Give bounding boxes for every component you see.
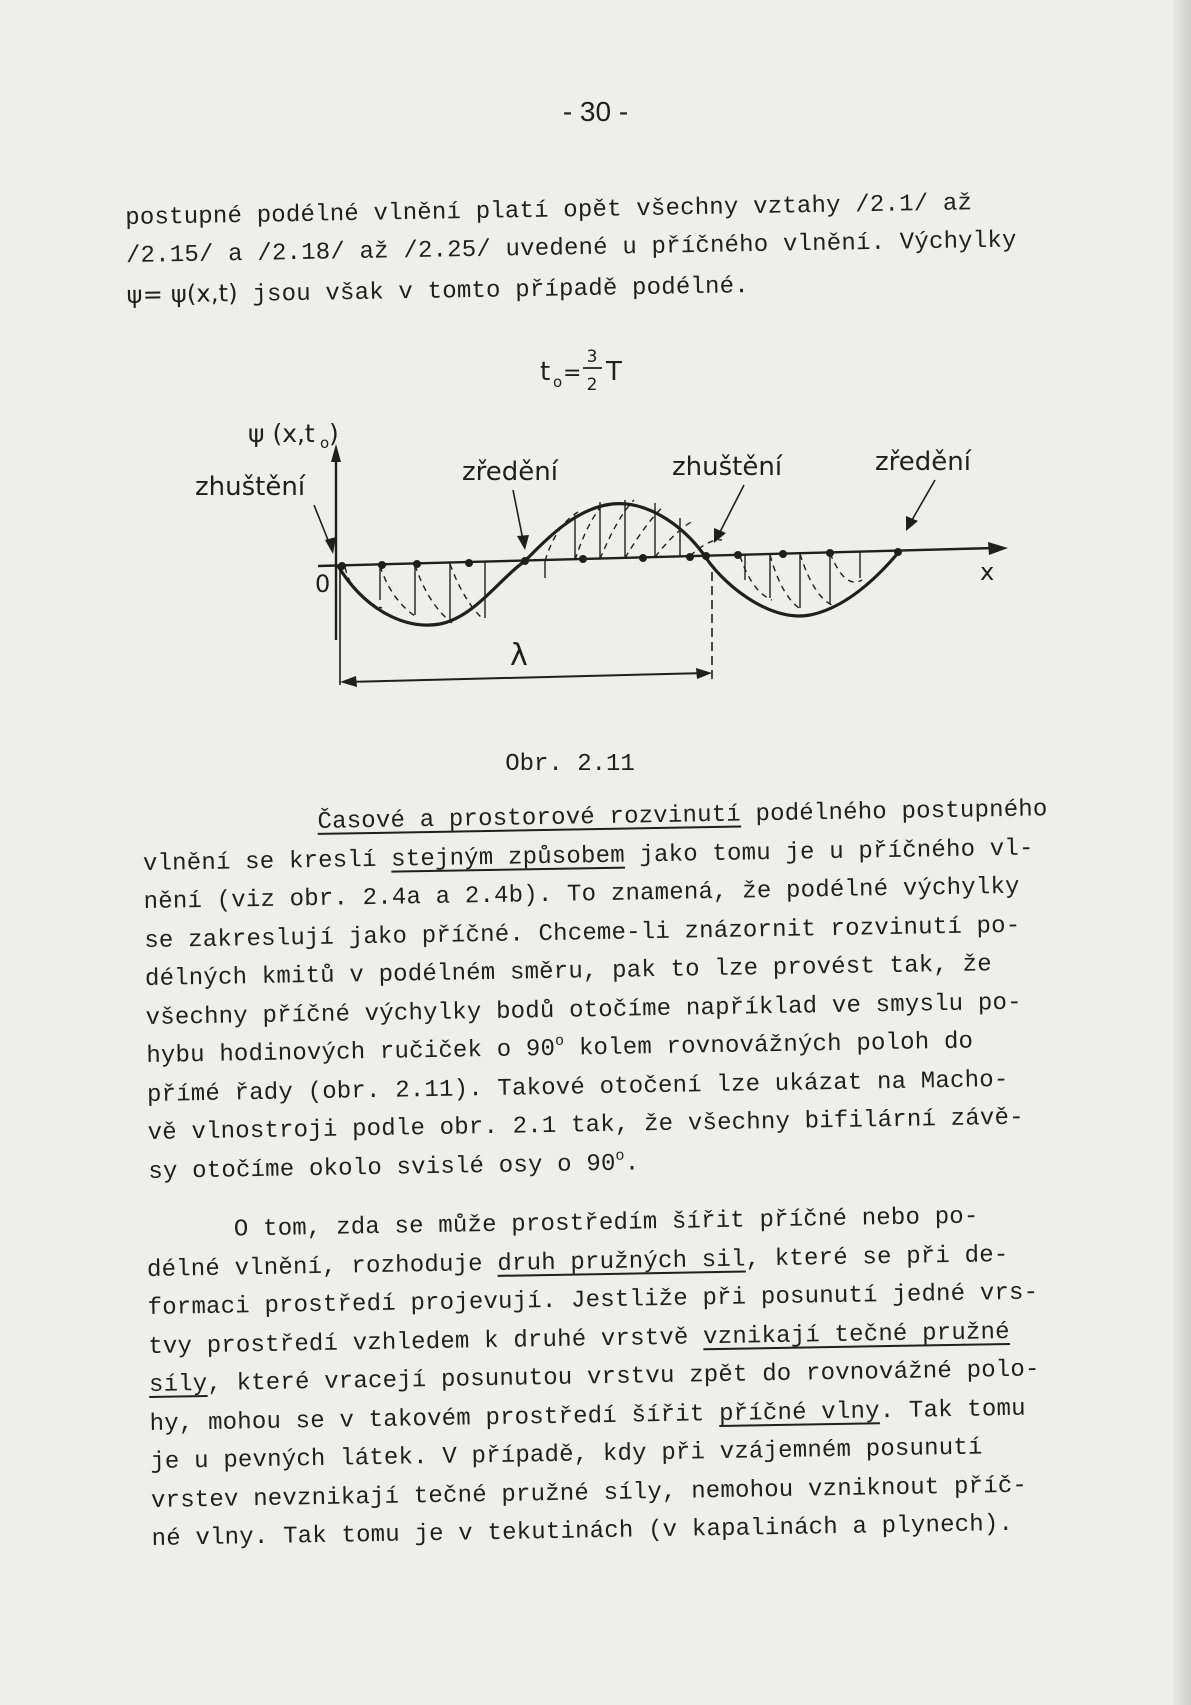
y-label-sub: o bbox=[320, 434, 330, 452]
p2-underlined-2: vznikají tečné pružné bbox=[702, 1318, 1010, 1351]
p1-line-2a: vlnění se kreslí bbox=[142, 846, 392, 878]
p1-line-1: podélného postupného bbox=[740, 796, 1048, 829]
figure-2-11 bbox=[0, 340, 1191, 720]
y-label-main: ψ (x,t bbox=[248, 419, 315, 448]
p2-line-6a: hy, mohou se v takovém prostředí šířit bbox=[149, 1400, 720, 1438]
p2-line-2a: délné vlnění, rozhoduje bbox=[146, 1250, 498, 1284]
page-number: - 30 - bbox=[562, 96, 629, 127]
time-label-num: 3 bbox=[586, 347, 598, 367]
annotation-rarefaction-2: zředění bbox=[875, 447, 971, 477]
intro-line-2: /2.15/ a /2.18/ až /2.25/ uvedené u příčného vlnění. Výchylky bbox=[125, 227, 1017, 270]
p2-line-8: vrstev nevznikají tečné pružné síly, nemohou vzniknout příč- bbox=[150, 1472, 1028, 1515]
p1-line-10b: . bbox=[624, 1149, 640, 1178]
paragraph-1 bbox=[142, 791, 1054, 1192]
p2-underlined-3: síly bbox=[148, 1370, 208, 1399]
p2-line-6b: . Tak tomu bbox=[879, 1395, 1026, 1425]
p1-line-2b: jako tomu je u příčného vl- bbox=[624, 834, 1034, 870]
page-edge bbox=[1173, 0, 1191, 1705]
p1-line-4: se zakreslují jako příčné. Chceme-li znázornit rozvinutí po- bbox=[144, 912, 1021, 955]
p1-degree-1: o bbox=[554, 1032, 565, 1050]
wavelength-label: λ bbox=[510, 638, 528, 673]
p2-line-1: O tom, zda se může prostředím šířit příčné nebo po- bbox=[233, 1203, 979, 1244]
time-label-eq: = bbox=[563, 361, 582, 386]
p1-line-3: nění (viz obr. 2.4a a 2.4b). To znamená, že podélné výchylky bbox=[143, 873, 1020, 916]
time-label bbox=[540, 347, 622, 395]
paragraph-2 bbox=[146, 1197, 1043, 1559]
p1-line-6: všechny příčné výchylky bodů otočíme například ve smyslu po- bbox=[145, 989, 1022, 1032]
annotation-compression-1: zhuštění bbox=[195, 472, 306, 502]
p1-line-7a: hybu hodinových ručiček o 90 bbox=[146, 1035, 556, 1070]
intro-formula: ψ= ψ(x,t) bbox=[126, 279, 239, 309]
p2-line-2b: , které se při de- bbox=[745, 1241, 1009, 1274]
y-label-close: ) bbox=[329, 419, 339, 448]
wavelength-line bbox=[345, 673, 707, 682]
x-axis-arrow bbox=[988, 542, 1008, 555]
figure-caption: Obr. 2.11 bbox=[505, 751, 635, 778]
p2-line-9: né vlny. Tak tomu je v tekutinách (v kapalinách a plynech). bbox=[151, 1510, 1014, 1553]
p1-line-7b: kolem rovnovážných poloh do bbox=[564, 1028, 974, 1063]
time-label-sub: o bbox=[553, 373, 563, 391]
x-axis-label: x bbox=[980, 558, 995, 586]
rotation-arcs bbox=[345, 500, 862, 623]
intro-paragraph bbox=[125, 184, 1018, 317]
p2-line-4a: tvy prostředí vzhledem k druhé vrstvě bbox=[148, 1323, 704, 1361]
intro-line-3: jsou však v tomto případě podélné. bbox=[237, 273, 750, 310]
p1-underlined-term: Časové a prostorové rozvinutí bbox=[317, 801, 742, 836]
annotation-rarefaction-1: zředění bbox=[462, 457, 558, 487]
time-label-t: t bbox=[540, 357, 551, 387]
origin-label: 0 bbox=[315, 570, 331, 598]
p1-line-5: délných kmitů v podélném směru, pak to lze provést tak, že bbox=[144, 951, 993, 993]
time-label-den: 2 bbox=[586, 375, 598, 395]
p1-underlined-phrase: stejným způsobem bbox=[390, 842, 626, 874]
p2-underlined-4: příčné vlny bbox=[718, 1397, 880, 1428]
p2-line-3: formaci prostředí projevují. Jestliže při posunutí jedné vrs- bbox=[147, 1279, 1039, 1322]
p2-line-5b: , které vracejí posunutou vrstvu zpět do rovnovážné polo- bbox=[207, 1356, 1040, 1398]
p1-line-10a: sy otočíme okolo svislé osy o 90 bbox=[148, 1150, 616, 1186]
p1-line-9: vě vlnostroji podle obr. 2.1 tak, že všechny bifilární závě- bbox=[147, 1104, 1024, 1147]
y-axis-label bbox=[248, 419, 339, 452]
p2-underlined-1: druh pružných sil bbox=[497, 1246, 746, 1278]
p1-degree-2: o bbox=[615, 1147, 625, 1165]
annotation-compression-2: zhuštění bbox=[672, 452, 783, 482]
intro-line-1: postupné podélné vlnění platí opět všechny vztahy /2.1/ až bbox=[125, 190, 973, 232]
p1-line-8: přímé řady (obr. 2.11). Takové otočení lze ukázat na Macho- bbox=[146, 1066, 1009, 1109]
time-label-T: T bbox=[606, 357, 622, 387]
p2-line-7: je u pevných látek. V případě, kdy při vzájemném posunutí bbox=[150, 1434, 983, 1476]
